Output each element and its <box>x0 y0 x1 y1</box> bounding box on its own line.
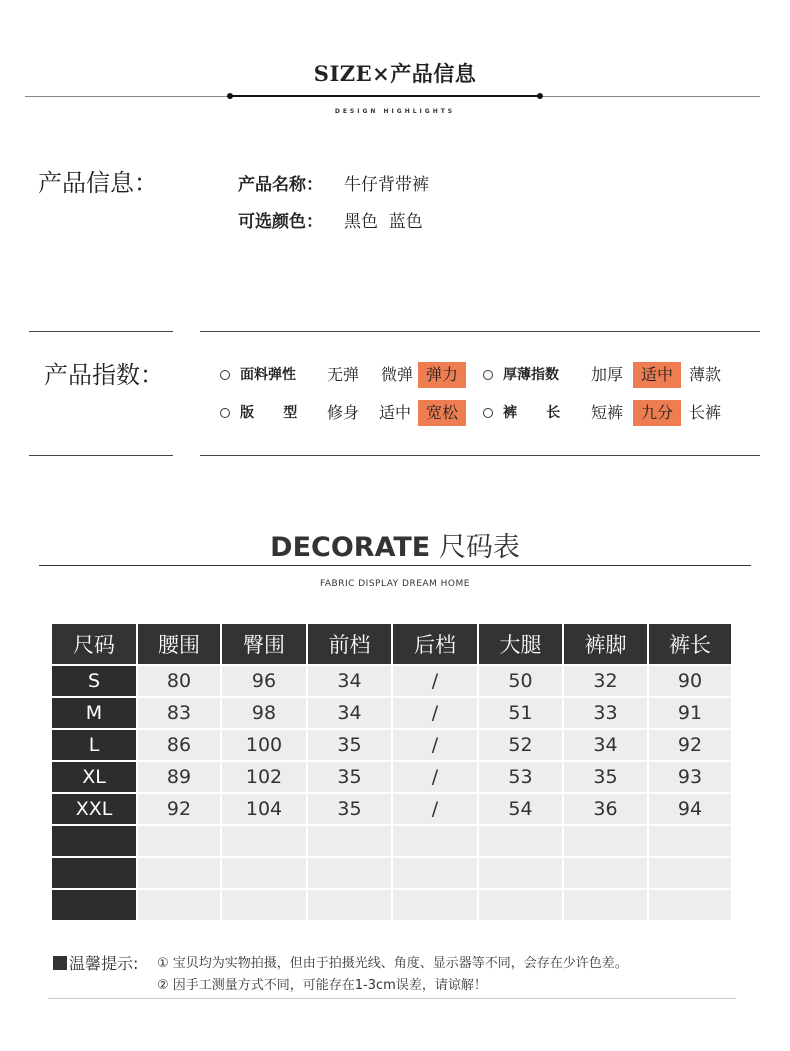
option-length-selected: 九分 <box>633 400 681 426</box>
measure-cell: 36 <box>564 794 647 824</box>
size-chart-title-text: 尺码表 <box>430 532 520 563</box>
table-row <box>52 698 731 728</box>
measure-cell: 34 <box>308 698 391 728</box>
page-title: SIZE×产品信息 <box>313 61 477 86</box>
divider-dot-right <box>537 93 543 99</box>
measure-cell: 34 <box>564 730 647 760</box>
measure-cell <box>479 826 562 856</box>
size-table <box>50 622 733 922</box>
tip-line-1: ① 宝贝均为实物拍摄，但由于拍摄光线、角度、显示器等不同，会存在少许色差。 <box>157 956 628 971</box>
measure-cell <box>564 890 647 920</box>
measure-cell: 35 <box>564 762 647 792</box>
measure-cell <box>138 890 220 920</box>
option-elasticity-selected: 弹力 <box>418 362 466 388</box>
table-row <box>52 794 731 824</box>
header-subtitle: DESIGN HIGHLIGHTS <box>334 108 456 115</box>
measure-cell <box>138 826 220 856</box>
measure-cell: 93 <box>649 762 731 792</box>
measure-cell: 35 <box>308 794 391 824</box>
table-row <box>52 858 731 888</box>
product-info-label: 产品信息： <box>38 169 158 197</box>
table-header-row <box>52 624 731 664</box>
product-name-key: 产品名称： <box>238 175 323 195</box>
bullet-circle-icon <box>220 370 230 380</box>
column-header: 大腿 <box>479 624 562 664</box>
option-thickness-3: 薄款 <box>688 365 721 384</box>
size-chart-subtitle: FABRIC DISPLAY DREAM HOME <box>320 579 470 589</box>
measure-cell <box>649 890 731 920</box>
measure-cell: 102 <box>222 762 306 792</box>
index-divider-bottom-left <box>29 455 173 456</box>
measure-cell: 35 <box>308 730 391 760</box>
table-row <box>52 730 731 760</box>
option-elasticity-2: 微弹 <box>380 365 413 384</box>
measure-cell: 35 <box>308 762 391 792</box>
index-key-thickness: 厚薄指数 <box>503 367 559 383</box>
measure-cell: 32 <box>564 666 647 696</box>
measure-cell <box>393 890 477 920</box>
color-value: 黑色 蓝色 <box>344 212 423 232</box>
measure-cell: 53 <box>479 762 562 792</box>
measure-cell: 90 <box>649 666 731 696</box>
measure-cell: 104 <box>222 794 306 824</box>
measure-cell <box>222 826 306 856</box>
measure-cell <box>479 858 562 888</box>
measure-cell: / <box>393 762 477 792</box>
size-chart-title-brand: DECORATE <box>270 532 431 563</box>
product-name-value: 牛仔背带裤 <box>344 175 429 195</box>
size-cell: XXL <box>52 794 136 824</box>
index-divider-top-left <box>29 331 173 332</box>
size-cell <box>52 826 136 856</box>
size-cell: XL <box>52 762 136 792</box>
measure-cell: 92 <box>138 794 220 824</box>
index-divider-top-right <box>200 331 760 332</box>
header-divider-accent <box>230 95 540 97</box>
option-thickness-1: 加厚 <box>590 365 623 384</box>
measure-cell: 91 <box>649 698 731 728</box>
option-thickness-selected: 适中 <box>633 362 681 388</box>
column-header: 臀围 <box>222 624 306 664</box>
measure-cell <box>649 826 731 856</box>
option-length-1: 短裤 <box>590 403 623 422</box>
measure-cell: 96 <box>222 666 306 696</box>
measure-cell: 94 <box>649 794 731 824</box>
measure-cell: 34 <box>308 666 391 696</box>
table-row <box>52 666 731 696</box>
column-header: 裤长 <box>649 624 731 664</box>
measure-cell: 54 <box>479 794 562 824</box>
tips-label-text: 温馨提示: <box>69 954 139 973</box>
color-key: 可选颜色： <box>238 212 323 232</box>
column-header: 腰围 <box>138 624 220 664</box>
measure-cell: 83 <box>138 698 220 728</box>
column-header: 裤脚 <box>564 624 647 664</box>
option-elasticity-1: 无弹 <box>326 365 359 384</box>
measure-cell: 89 <box>138 762 220 792</box>
measure-cell <box>564 826 647 856</box>
size-cell: L <box>52 730 136 760</box>
column-header: 尺码 <box>52 624 136 664</box>
measure-cell <box>393 858 477 888</box>
size-chart-divider <box>39 565 751 566</box>
measure-cell: 51 <box>479 698 562 728</box>
bullet-circle-icon <box>220 408 230 418</box>
table-row <box>52 890 731 920</box>
option-fit-1: 修身 <box>326 403 359 422</box>
measure-cell <box>393 826 477 856</box>
square-bullet-icon <box>53 956 67 970</box>
index-key-fit: 版 型 <box>240 405 298 421</box>
size-cell <box>52 890 136 920</box>
size-chart-title <box>0 525 790 564</box>
measure-cell: 98 <box>222 698 306 728</box>
tip-line-2: ② 因手工测量方式不同，可能存在1-3cm误差，请谅解！ <box>157 978 487 993</box>
tips-label <box>53 951 138 974</box>
index-key-elasticity: 面料弹性 <box>240 367 296 383</box>
measure-cell <box>138 858 220 888</box>
size-cell: M <box>52 698 136 728</box>
measure-cell: 92 <box>649 730 731 760</box>
product-index-label: 产品指数： <box>44 361 164 389</box>
tips-divider <box>48 998 736 999</box>
measure-cell <box>222 890 306 920</box>
measure-cell: / <box>393 730 477 760</box>
table-row <box>52 762 731 792</box>
column-header: 后档 <box>393 624 477 664</box>
measure-cell: 52 <box>479 730 562 760</box>
index-divider-bottom-right <box>200 455 760 456</box>
measure-cell <box>222 858 306 888</box>
bullet-circle-icon <box>483 408 493 418</box>
measure-cell: / <box>393 666 477 696</box>
bullet-circle-icon <box>483 370 493 380</box>
measure-cell <box>308 890 391 920</box>
measure-cell <box>649 858 731 888</box>
measure-cell: 50 <box>479 666 562 696</box>
measure-cell: 33 <box>564 698 647 728</box>
option-length-3: 长裤 <box>688 403 721 422</box>
divider-dot-left <box>227 93 233 99</box>
measure-cell: / <box>393 698 477 728</box>
measure-cell <box>479 890 562 920</box>
table-row <box>52 826 731 856</box>
option-fit-selected: 宽松 <box>418 400 466 426</box>
measure-cell <box>308 858 391 888</box>
measure-cell: 100 <box>222 730 306 760</box>
measure-cell: 80 <box>138 666 220 696</box>
measure-cell: / <box>393 794 477 824</box>
measure-cell <box>564 858 647 888</box>
measure-cell <box>308 826 391 856</box>
column-header: 前档 <box>308 624 391 664</box>
option-fit-2: 适中 <box>378 403 411 422</box>
size-cell: S <box>52 666 136 696</box>
measure-cell: 86 <box>138 730 220 760</box>
size-cell <box>52 858 136 888</box>
index-key-length: 裤 长 <box>503 405 561 421</box>
